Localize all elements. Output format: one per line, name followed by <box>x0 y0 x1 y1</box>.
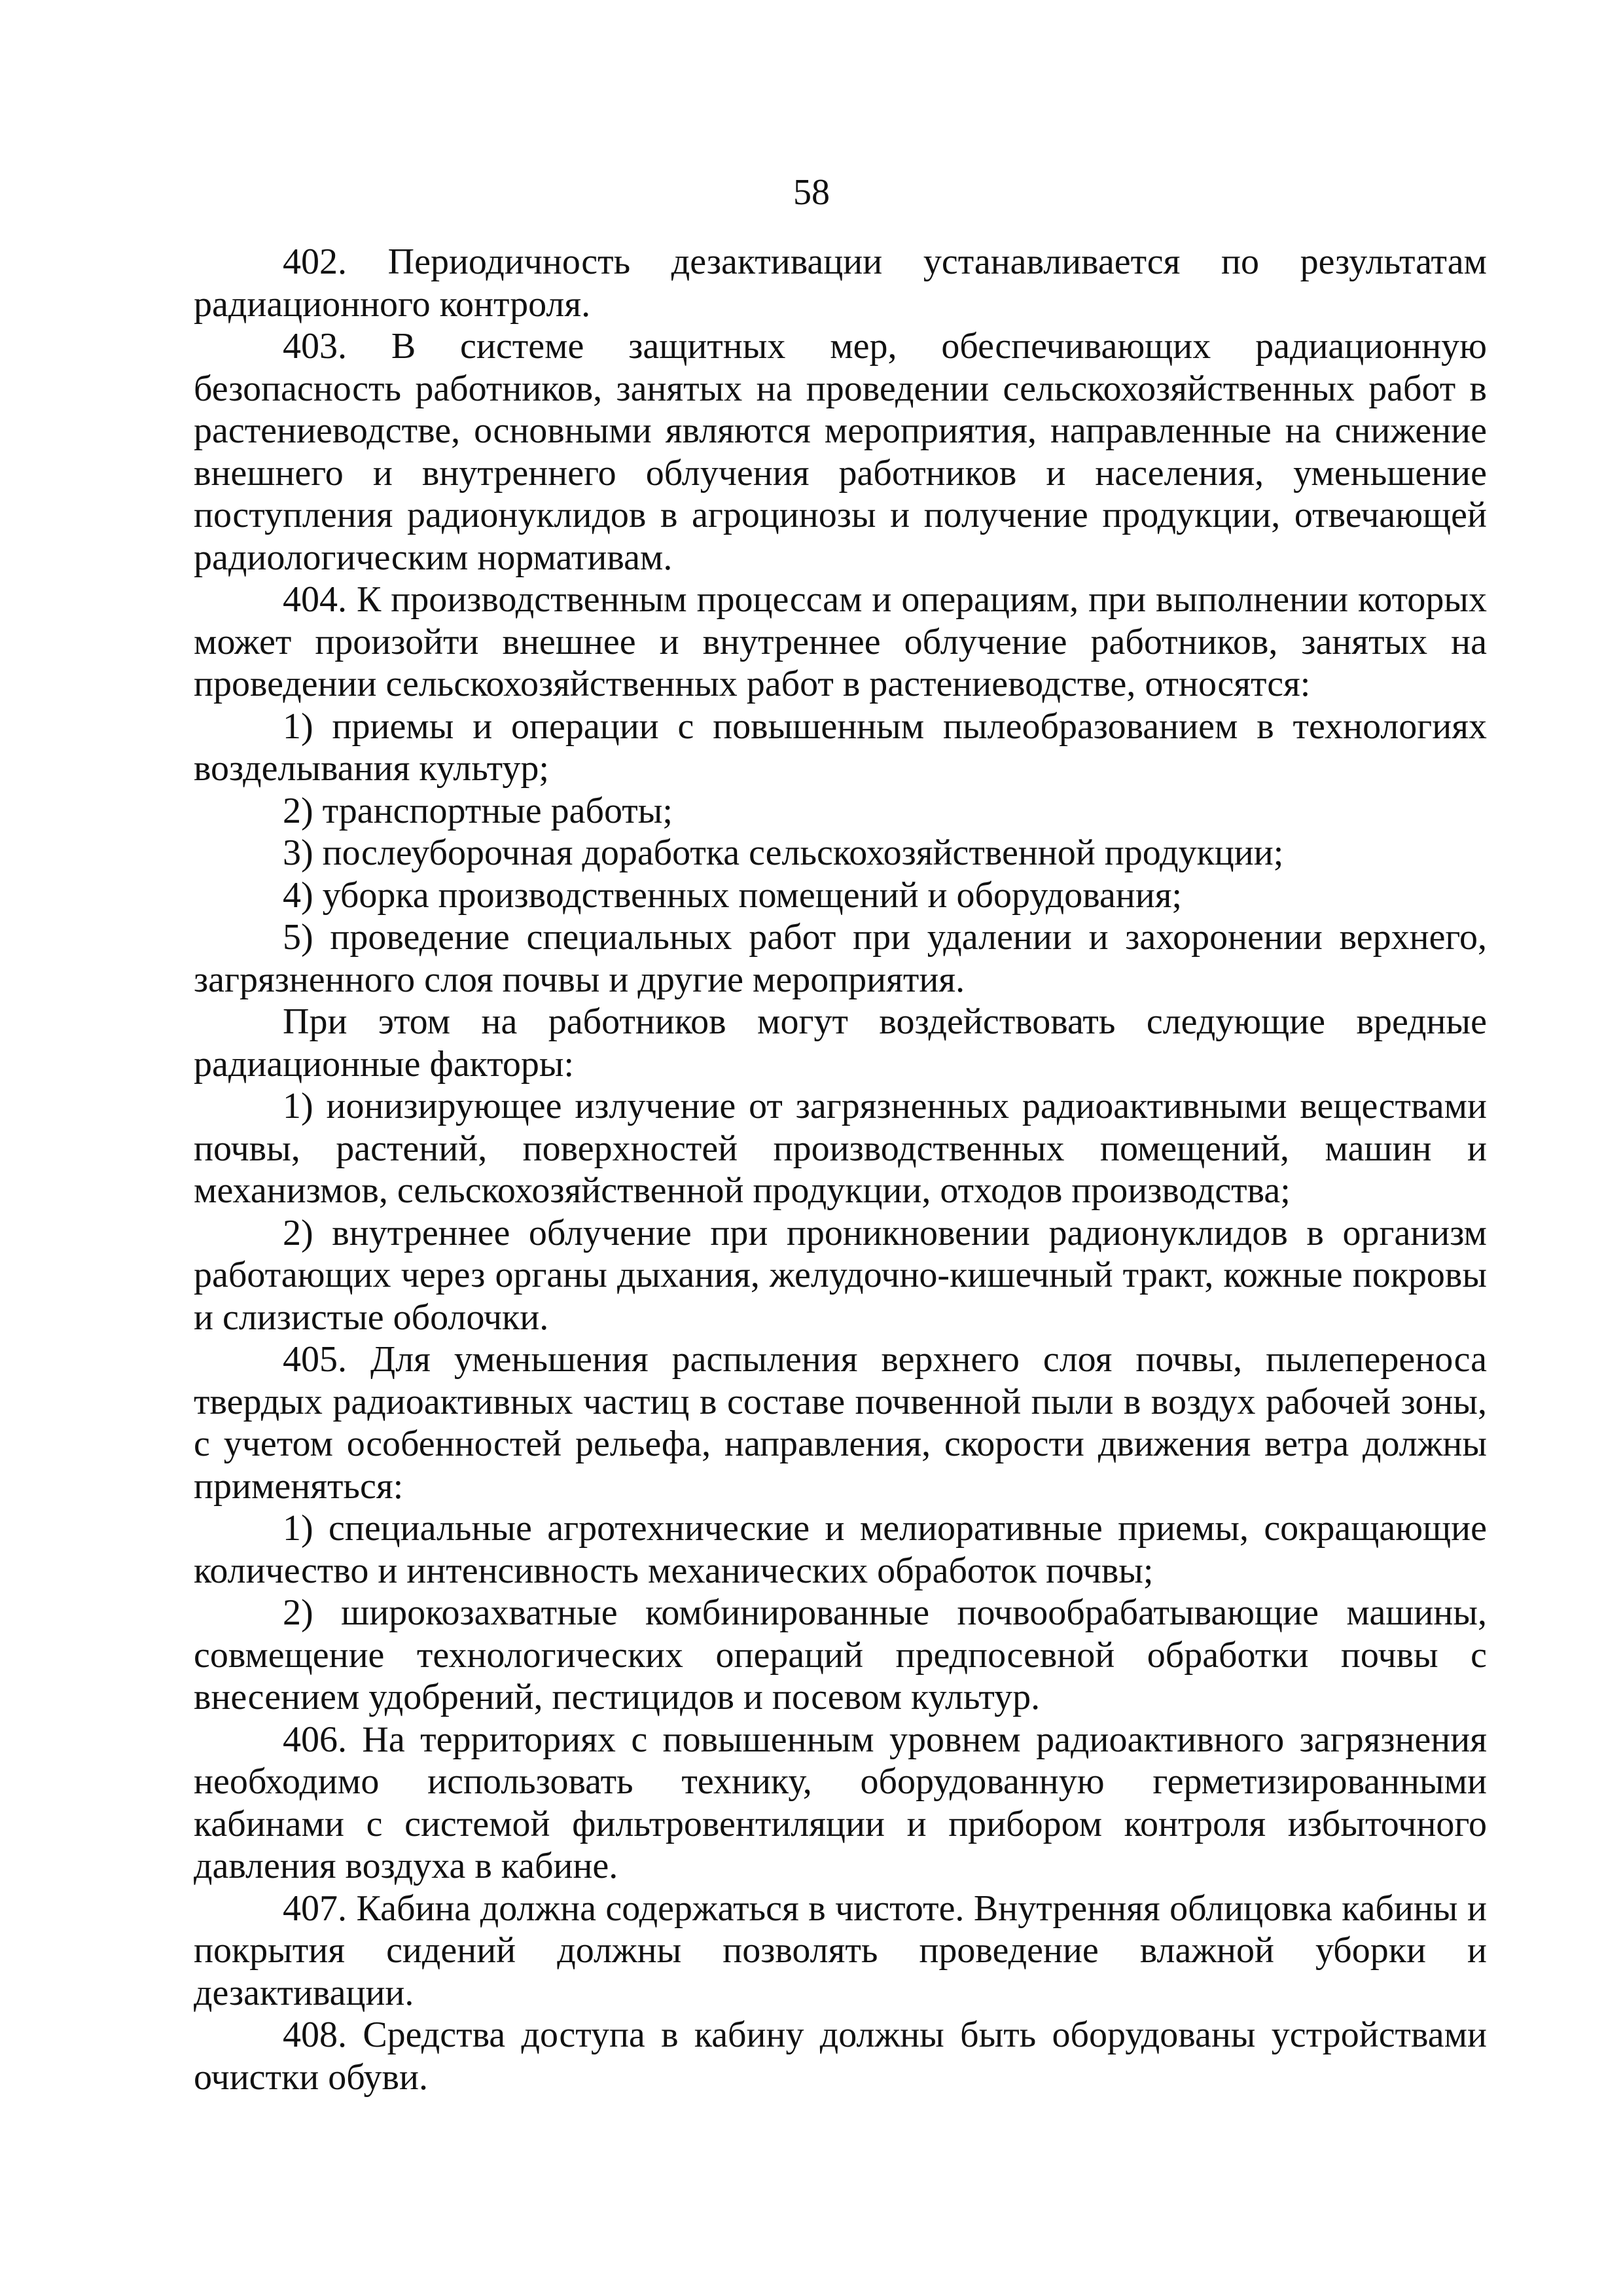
paragraph-403: 403. В системе защитных мер, обеспечивающих радиационную безопасность работников, занятых на проведении сельскохозяйственных работ в растениеводстве, основными являются мероприятия, направленные на снижение внешнего и внутреннего облучения работников и населения, уменьшение поступления радионуклидов в агроцинозы и получение продукции, отвечающей радиологическим нормативам. <box>194 326 1487 578</box>
list-item-404-4: 4) уборка производственных помещений и оборудования; <box>283 874 1183 916</box>
paragraph-406: 406. На территориях с повышенным уровнем радиоактивного загрязнения необходимо использовать технику, оборудованную герметизированными кабинами с системой фильтровентиляции и прибором контроля избыточного давления воздуха в кабине. <box>194 1719 1487 1886</box>
list-item-factor-2: 2) внутреннее облучение при проникновении радионуклидов в организм работающих через органы дыхания, желудочно-кишечный тракт, кожные покровы и слизистые оболочки. <box>194 1212 1487 1338</box>
document-body <box>194 241 1487 2098</box>
paragraph-radiation-factors: При этом на работников могут воздействовать следующие вредные радиационные факторы: <box>194 1001 1487 1085</box>
paragraph-405: 405. Для уменьшения распыления верхнего слоя почвы, пылепереноса твердых радиоактивных частиц в составе почвенной пыли в воздух рабочей зоны, с учетом особенностей рельефа, направления, скорости движения ветра должны применяться: <box>194 1339 1487 1507</box>
list-item-404-2: 2) транспортные работы; <box>283 790 673 831</box>
list-item-405-1: 1) специальные агротехнические и мелиоративные приемы, сокращающие количество и интенсивность механических обработок почвы; <box>194 1508 1487 1591</box>
page-number: 58 <box>793 172 830 213</box>
list-item-404-3: 3) послеуборочная доработка сельскохозяйственной продукции; <box>283 833 1284 873</box>
paragraph-404: 404. К производственным процессам и операциям, при выполнении которых может произойти внешнее и внутреннее облучение работников, занятых на проведении сельскохозяйственных работ в растениеводстве, относятся: <box>194 579 1487 704</box>
paragraph-408: 408. Средства доступа в кабину должны быть оборудованы устройствами очистки обуви. <box>194 2015 1487 2098</box>
list-item-factor-1: 1) ионизирующее излучение от загрязненных радиоактивными веществами почвы, растений, поверхностей производственных помещений, машин и механизмов, сельскохозяйственной продукции, отходов производства; <box>194 1086 1487 1211</box>
list-item-405-2: 2) широкозахватные комбинированные почвообрабатывающие машины, совмещение технологических операций предпосевной обработки почвы с внесением удобрений, пестицидов и посевом культур. <box>194 1592 1487 1717</box>
paragraph-407: 407. Кабина должна содержаться в чистоте. Внутренняя облицовка кабины и покрытия сидений должны позволять проведение влажной уборки и дезактивации. <box>194 1888 1487 2013</box>
list-item-404-5: 5) проведение специальных работ при удалении и захоронении верхнего, загрязненного слоя почвы и другие мероприятия. <box>194 917 1487 1000</box>
paragraph-402: 402. Периодичность дезактивации устанавливается по результатам радиационного контроля. <box>194 242 1487 325</box>
list-item-404-1: 1) приемы и операции с повышенным пылеобразованием в технологиях возделывания культур; <box>194 706 1487 789</box>
